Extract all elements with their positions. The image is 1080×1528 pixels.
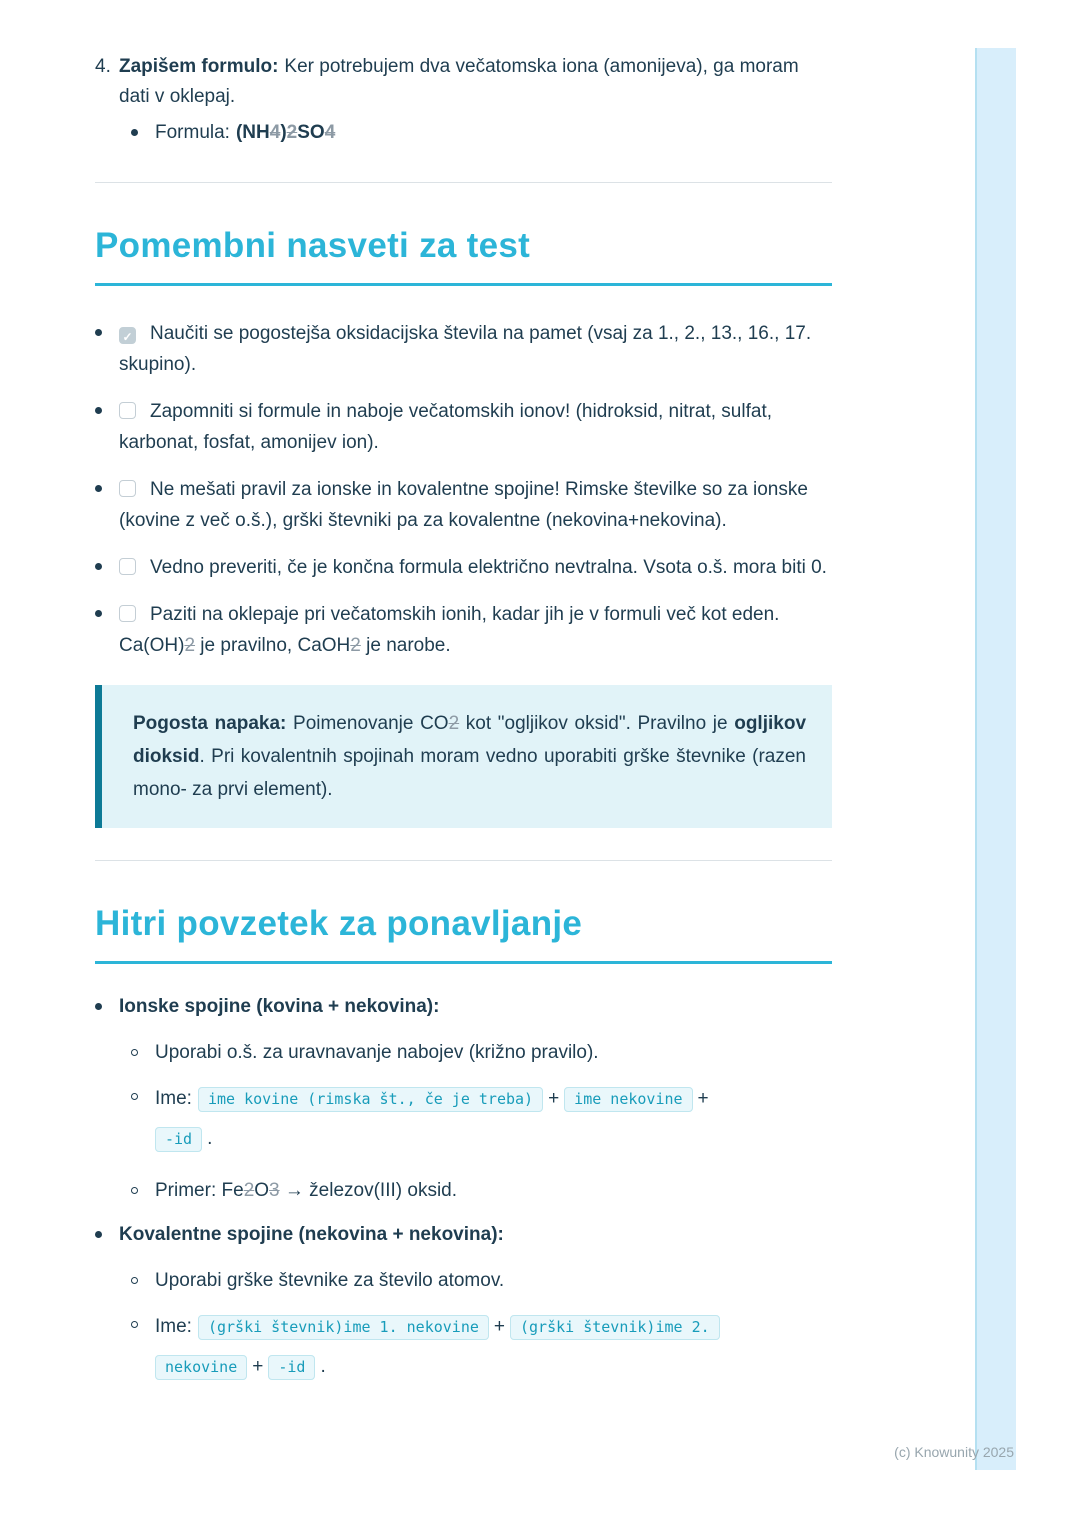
code-chip: -id — [155, 1127, 202, 1152]
step-label: Zapišem formulo: — [119, 56, 279, 77]
checkbox-checked-icon[interactable] — [119, 327, 136, 344]
checklist-item-text: Naučiti se pogostejša oksidacijska števila na pamet (vsaj za 1., 2., 13., 16., 17. skupino). — [119, 323, 812, 375]
notes-page — [95, 52, 832, 1404]
code-chip: nekovine — [155, 1355, 247, 1380]
bullet-icon — [95, 552, 119, 583]
name-pattern-line-1 — [155, 1310, 832, 1344]
plus-sign: + — [252, 1356, 264, 1377]
bullet-icon — [95, 474, 119, 536]
covalent-sub-list — [131, 1266, 832, 1390]
summary-section-title: Hitri povzetek za ponavljanje — [95, 904, 583, 943]
checklist-item-text: Vedno preveriti, če je končna formula električno nevtralna. Vsota o.š. mora biti 0. — [150, 557, 827, 578]
checklist-item-text: Paziti na oklepaje pri večatomskih ionih, kadar jih je v formuli več kot eden. Ca(OH)2 je pravilno, CaOH2 je narobe. — [119, 604, 780, 656]
subscript-strikethrough: 3 — [269, 1180, 280, 1201]
checkbox-icon[interactable] — [119, 558, 136, 575]
name-label: Ime: — [155, 1088, 192, 1109]
summary-list — [95, 992, 832, 1390]
checklist-item — [95, 599, 832, 661]
callout-box — [95, 685, 832, 828]
checklist-item-text: Zapomniti si formule in naboje večatomskih ionov! (hidroksid, nitrat, sulfat, karbonat, fosfat, amonijev ion). — [119, 401, 772, 453]
name-pattern-line-2 — [155, 1350, 832, 1384]
checklist-item-text: Ne mešati pravil za ionske in kovalentne spojine! Rimske številke so za ionske (kovine z več o.š.), grški števniki pa za kovalentne (nekovina+nekovina). — [119, 479, 808, 531]
numbered-step-4 — [95, 52, 832, 148]
ionic-example-text: Primer: Fe2O3 → železov(III) oksid. — [155, 1180, 458, 1201]
bullet-icon — [95, 1220, 119, 1250]
footer-credit: (c) Knowunity 2025 — [894, 1444, 1014, 1460]
subscript-strikethrough: 4 — [324, 122, 336, 143]
divider — [95, 860, 832, 861]
step-number: 4. — [95, 56, 111, 77]
code-chip: ime kovine (rimska št., če je treba) — [198, 1087, 543, 1112]
formula-label: Formula: — [155, 122, 230, 143]
covalent-heading: Kovalentne spojine (nekovina + nekovina): — [119, 1224, 504, 1245]
formula-text: Formula: (NH4)2SO4 — [155, 122, 336, 143]
subscript-strikethrough: 4 — [269, 122, 281, 143]
list-item — [131, 1266, 832, 1296]
ionic-rule-text: Uporabi o.š. za uravnavanje nabojev (križno pravilo). — [155, 1042, 599, 1063]
scrollbar-track[interactable] — [975, 48, 1016, 1470]
period: . — [207, 1128, 213, 1149]
bullet-icon — [131, 118, 155, 148]
name-pattern-line-2 — [155, 1122, 832, 1156]
ionic-name-pattern-item — [131, 1082, 832, 1162]
step-description: Ker potrebujem dva večatomska iona (amonijeva), ga moram dati v oklepaj. — [119, 56, 799, 107]
period: . — [320, 1356, 326, 1377]
bullet-icon — [95, 318, 119, 380]
ionic-example-item — [131, 1176, 832, 1206]
bullet-icon — [95, 992, 119, 1022]
covalent-heading-item — [95, 1220, 832, 1250]
checklist-item — [95, 396, 832, 458]
plus-sign: + — [493, 1316, 505, 1337]
subscript-strikethrough: 2 — [350, 635, 361, 656]
checklist-item — [95, 318, 832, 380]
bullet-icon — [95, 599, 119, 661]
circle-bullet-icon — [131, 1266, 155, 1296]
code-chip: (grški števnik)ime 1. nekovine — [198, 1315, 489, 1340]
ionic-heading: Ionske spojine (kovina + nekovina): — [119, 996, 440, 1017]
divider — [95, 182, 832, 183]
tips-checklist — [95, 318, 832, 661]
circle-bullet-icon — [131, 1082, 155, 1162]
ionic-heading-item — [95, 992, 832, 1022]
plus-sign: + — [697, 1088, 709, 1109]
circle-bullet-icon — [131, 1310, 155, 1390]
checklist-item — [95, 474, 832, 536]
checkbox-icon[interactable] — [119, 402, 136, 419]
covalent-rule-text: Uporabi grške števnike za število atomov. — [155, 1270, 505, 1291]
list-item — [131, 1038, 832, 1068]
circle-bullet-icon — [131, 1038, 155, 1068]
circle-bullet-icon — [131, 1176, 155, 1206]
title-underline — [95, 283, 832, 286]
step-text — [119, 52, 832, 112]
ionic-sub-list — [131, 1038, 832, 1206]
code-chip: (grški števnik)ime 2. — [510, 1315, 720, 1340]
code-chip: -id — [268, 1355, 315, 1380]
subscript-strikethrough: 2 — [286, 122, 298, 143]
checklist-item — [95, 552, 832, 583]
checkbox-icon[interactable] — [119, 480, 136, 497]
name-pattern-line-1 — [155, 1082, 832, 1116]
plus-sign: + — [548, 1088, 560, 1109]
covalent-name-pattern-item — [131, 1310, 832, 1390]
title-underline — [95, 961, 832, 964]
name-label: Ime: — [155, 1316, 192, 1337]
callout-label: Pogosta napaka: — [133, 713, 287, 734]
subscript-strikethrough: 2 — [448, 713, 460, 734]
code-chip: ime nekovine — [564, 1087, 692, 1112]
callout-text: Poimenovanje CO2 kot "ogljikov oksid". Pravilno je ogljikov dioksid. Pri kovalentnih spojinah moram vedno uporabiti grške števnike (razen mono- za prvi element). — [133, 713, 807, 800]
formula-list-item — [131, 118, 832, 148]
checkbox-icon[interactable] — [119, 605, 136, 622]
subscript-strikethrough: 2 — [243, 1180, 255, 1201]
tips-section-title: Pomembni nasveti za test — [95, 226, 531, 265]
bullet-icon — [95, 396, 119, 458]
subscript-strikethrough: 2 — [184, 635, 196, 656]
